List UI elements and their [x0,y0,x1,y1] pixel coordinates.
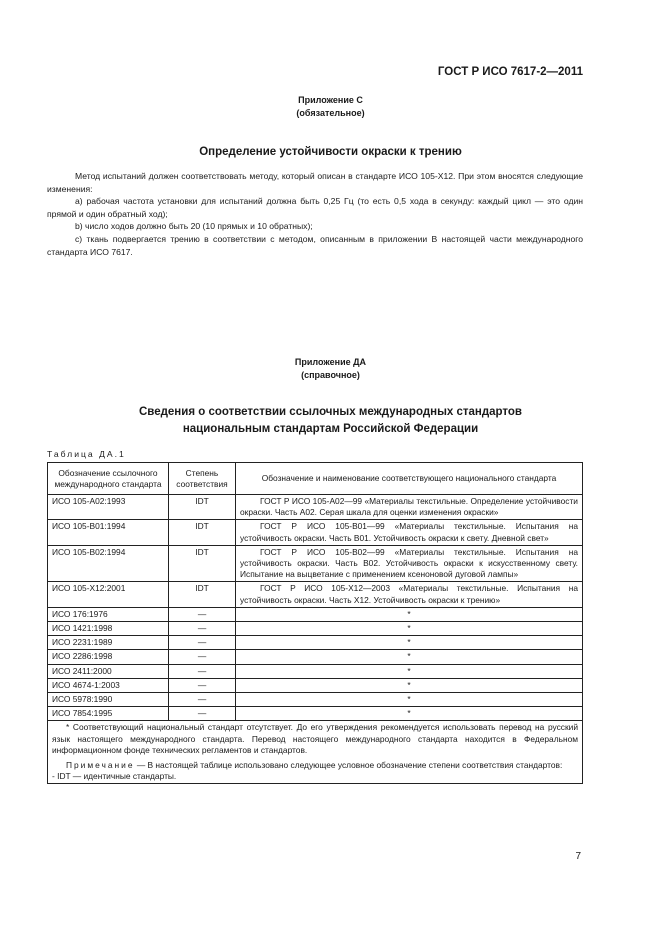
degree-cell: — [169,678,236,692]
appendix-c-body [47,170,583,258]
appendix-da-heading [0,404,661,438]
table-footnote-cell [48,721,583,784]
intl-standard-cell: ИСО 2231:1989 [48,636,169,650]
appendix-c-status: (обязательное) [296,108,365,118]
national-standard-cell: * [236,607,583,621]
national-standard-cell: * [236,636,583,650]
intl-standard-cell: ИСО 105-В01:1994 [48,520,169,545]
table-row [48,495,583,520]
national-standard-cell: ГОСТ Р ИСО 105-В01—99 «Материалы текстильные. Испытания на устойчивость окраски. Часть В01. Устойчивость окраски к свету. Дневной свет» [236,520,583,545]
national-standard-cell: * [236,650,583,664]
degree-cell: — [169,636,236,650]
table-row [48,636,583,650]
table-row [48,622,583,636]
appendix-da-heading-line2: национальным стандартам Российской Федерации [182,423,479,435]
degree-cell: — [169,707,236,721]
degree-cell: — [169,693,236,707]
table-row [48,664,583,678]
intl-standard-cell: ИСО 176:1976 [48,607,169,621]
appendix-da-status: (справочное) [301,370,360,380]
appendix-da-title: Приложение ДА [294,357,367,367]
intl-standard-cell: ИСО 1421:1998 [48,622,169,636]
paragraph: b) число ходов должно быть 20 (10 прямых и 10 обратных); [75,221,313,232]
appendix-c-heading: Определение устойчивости окраски к трению [199,146,462,158]
table-row [48,693,583,707]
note-item: - IDT — идентичные стандарты. [52,771,177,782]
column-header: Степень соответствия [169,463,236,495]
degree-cell: — [169,622,236,636]
degree-cell: — [169,607,236,621]
footnote-text: * Соответствующий национальный стандарт отсутствует. До его утверждения рекомендуется использовать перевод на русский язык настоящего международного стандарта. Перевод настоящего международного стандарта находится в Федеральном информационном фонде технических регламентов и стандартов. [52,722,578,755]
intl-standard-cell: ИСО 4674-1:2003 [48,678,169,692]
table-row [48,607,583,621]
national-standard-cell: ГОСТ Р ИСО 105-Х12—2003 «Материалы текстильные. Испытания на устойчивость окраски. Часть Х12. Устойчивость окраски к трению» [236,582,583,607]
degree-cell: — [169,664,236,678]
table-footnote-row [48,721,583,784]
appendix-c-title: Приложение С [298,95,363,105]
table-row [48,520,583,545]
degree-cell: IDT [169,582,236,607]
national-standard-cell: * [236,707,583,721]
national-standard-cell: * [236,693,583,707]
degree-cell: IDT [169,520,236,545]
appendix-c-header [0,94,661,120]
intl-standard-cell: ИСО 105-В02:1994 [48,545,169,582]
intl-standard-cell: ИСО 105-А02:1993 [48,495,169,520]
column-header: Обозначение и наименование соответствующего национального стандарта [236,463,583,495]
degree-cell: IDT [169,495,236,520]
intl-standard-cell: ИСО 5978:1990 [48,693,169,707]
national-standard-cell: * [236,622,583,636]
table-header-row [48,463,583,495]
appendix-da-heading-line1: Сведения о соответствии ссылочных международных стандартов [138,406,522,418]
paragraph: а) рабочая частота установки для испытаний должна быть 0,25 Гц (то есть 0,5 хода в секунду: каждый цикл — это один прямой и один обратный ход); [47,196,583,219]
degree-cell: IDT [169,545,236,582]
paragraph: с) ткань подвергается трению в соответствии с методом, описанным в приложении В настоящей части международного стандарта ИСО 7617. [47,233,583,257]
document-header: ГОСТ Р ИСО 7617-2—2011 [437,66,583,78]
note [52,760,578,771]
national-standard-cell: ГОСТ Р ИСО 105-В02—99 «Материалы текстильные. Испытания на устойчивость окраски. Часть В02. Устойчивость окраски к искусственному свету. Испытание на выцветание с применением ксеноновой дуговой лампы» [236,545,583,582]
standards-table [47,462,583,784]
degree-cell: — [169,650,236,664]
column-header: Обозначение ссылочного международного стандарта [48,463,169,495]
table-row [48,545,583,582]
national-standard-cell: ГОСТ Р ИСО 105-А02—99 «Материалы текстильные. Определение устойчивости окраски. Часть А02. Серая шкала для оценки изменения окраски» [236,495,583,520]
table-row [48,650,583,664]
table-row [48,582,583,607]
paragraph: Метод испытаний должен соответствовать методу, который описан в стандарте ИСО 105-Х12. При этом вносятся следующие изменения: [47,171,583,194]
table-row [48,707,583,721]
intl-standard-cell: ИСО 105-Х12:2001 [48,582,169,607]
intl-standard-cell: ИСО 2411:2000 [48,664,169,678]
national-standard-cell: * [236,678,583,692]
table-caption: Таблица ДА.1 [47,449,126,459]
page-number: 7 [575,851,581,862]
intl-standard-cell: ИСО 7854:1995 [48,707,169,721]
note-text: — В настоящей таблице использовано следующее условное обозначение степени соответствия стандартов: [136,760,563,771]
intl-standard-cell: ИСО 2286:1998 [48,650,169,664]
national-standard-cell: * [236,664,583,678]
appendix-da-header [0,356,661,382]
table-row [48,678,583,692]
note-label: Примечание [66,760,135,771]
